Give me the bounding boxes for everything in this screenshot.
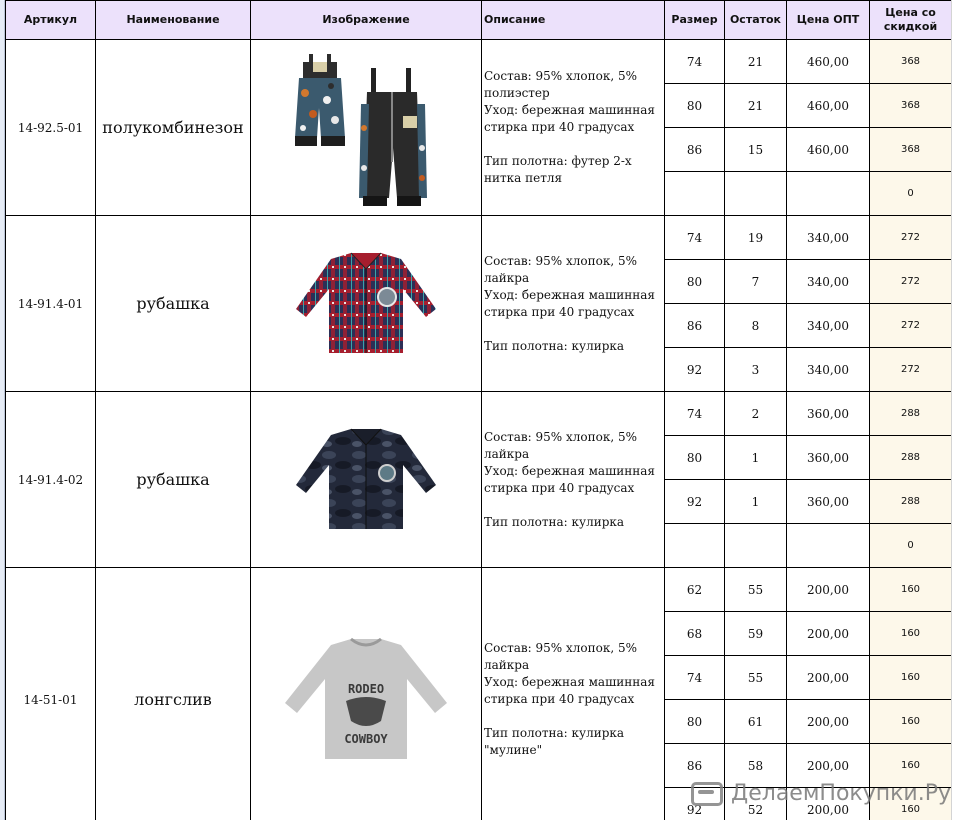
table-row: [6, 392, 952, 436]
discount-price-cell[interactable]: 160: [870, 612, 952, 656]
discount-price-cell[interactable]: 368: [870, 128, 952, 172]
size-cell[interactable]: 86: [665, 128, 725, 172]
header-image[interactable]: Изображение: [251, 1, 482, 40]
description-line: лайкра: [484, 270, 530, 285]
size-cell[interactable]: 80: [665, 260, 725, 304]
stock-cell[interactable]: 1: [725, 436, 787, 480]
size-cell[interactable]: 74: [665, 40, 725, 84]
article-cell[interactable]: 14-51-01: [6, 568, 96, 820]
stock-cell[interactable]: 1: [725, 480, 787, 524]
plaid-shirt-photo: [291, 249, 441, 359]
product-image-cell[interactable]: [251, 216, 482, 392]
stock-cell[interactable]: 2: [725, 392, 787, 436]
discount-price-cell[interactable]: 368: [870, 84, 952, 128]
discount-price-cell[interactable]: 160: [870, 656, 952, 700]
description-line: Состав: 95% хлопок, 5%: [484, 641, 638, 655]
description-line: Уход: бережная машинная: [484, 463, 655, 478]
description-cell[interactable]: [482, 216, 665, 392]
product-name-cell[interactable]: полукомбинезон: [96, 40, 251, 216]
discount-price-cell[interactable]: 160: [870, 744, 952, 788]
table-row: [6, 40, 952, 84]
table-row: [6, 216, 952, 260]
product-image-cell[interactable]: [251, 392, 482, 568]
discount-price-cell[interactable]: 288: [870, 480, 952, 524]
description-spacer: [484, 321, 662, 338]
size-cell[interactable]: 86: [665, 744, 725, 788]
size-cell[interactable]: [665, 524, 725, 568]
discount-price-cell[interactable]: 0: [870, 524, 952, 568]
table-row: [6, 568, 952, 612]
header-price-discount[interactable]: Цена со скидкой: [870, 1, 952, 40]
stock-cell[interactable]: 55: [725, 656, 787, 700]
price-cell[interactable]: [787, 172, 870, 216]
stock-cell[interactable]: 52: [725, 788, 787, 820]
discount-price-cell[interactable]: 160: [870, 700, 952, 744]
price-cell[interactable]: 340,00: [787, 348, 870, 392]
stock-cell[interactable]: [725, 172, 787, 216]
size-cell[interactable]: 92: [665, 480, 725, 524]
stock-cell[interactable]: 15: [725, 128, 787, 172]
price-cell[interactable]: 200,00: [787, 744, 870, 788]
price-cell[interactable]: 460,00: [787, 40, 870, 84]
header-article[interactable]: Артикул: [6, 1, 96, 40]
description-cell[interactable]: [482, 568, 665, 820]
stock-cell[interactable]: 19: [725, 216, 787, 260]
header-name[interactable]: Наименование: [96, 1, 251, 40]
description-line: нитка петля: [484, 171, 563, 185]
description-spacer: [484, 708, 662, 725]
discount-price-cell[interactable]: 272: [870, 304, 952, 348]
header-row: [6, 1, 952, 40]
price-cell[interactable]: 360,00: [787, 480, 870, 524]
discount-price-cell[interactable]: 0: [870, 172, 952, 216]
product-name-cell[interactable]: лонгслив: [96, 568, 251, 820]
print-rodeo: RODEO: [347, 681, 385, 696]
discount-price-cell[interactable]: 160: [870, 568, 952, 612]
description-line: лайкра: [484, 446, 530, 461]
price-cell[interactable]: 360,00: [787, 392, 870, 436]
price-cell[interactable]: 200,00: [787, 788, 870, 820]
price-cell[interactable]: 360,00: [787, 436, 870, 480]
size-cell[interactable]: 92: [665, 788, 725, 820]
description-spacer: [484, 136, 662, 153]
description-line: стирка при 40 градусах: [484, 480, 635, 495]
size-cell[interactable]: 68: [665, 612, 725, 656]
size-cell[interactable]: [665, 172, 725, 216]
description-line: "мулине": [484, 743, 543, 757]
description-line: Тип полотна: кулирка: [484, 514, 625, 529]
description-line: стирка при 40 градусах: [484, 304, 635, 319]
description-cell[interactable]: [482, 392, 665, 568]
description-line: Тип полотна: кулирка: [484, 338, 625, 353]
stock-cell[interactable]: 7: [725, 260, 787, 304]
header-stock[interactable]: Остаток: [725, 1, 787, 40]
description-cell[interactable]: [482, 40, 665, 216]
scroll-gutter: [951, 0, 961, 820]
discount-price-cell[interactable]: 160: [870, 788, 952, 820]
price-cell[interactable]: 460,00: [787, 128, 870, 172]
discount-price-cell[interactable]: 272: [870, 216, 952, 260]
overalls-photo: [291, 48, 441, 208]
article-cell[interactable]: 14-92.5-01: [6, 40, 96, 216]
discount-price-cell[interactable]: 272: [870, 348, 952, 392]
size-cell[interactable]: 80: [665, 700, 725, 744]
stock-cell[interactable]: [725, 524, 787, 568]
price-cell[interactable]: 460,00: [787, 84, 870, 128]
price-cell[interactable]: 200,00: [787, 656, 870, 700]
stock-cell[interactable]: 3: [725, 348, 787, 392]
description-line: Тип полотна: кулирка: [484, 726, 625, 740]
price-cell[interactable]: 200,00: [787, 568, 870, 612]
article-cell[interactable]: 14-91.4-02: [6, 392, 96, 568]
price-cell[interactable]: 340,00: [787, 304, 870, 348]
description-line: Состав: 95% хлопок, 5%: [484, 69, 638, 83]
description-line: Уход: бережная машинная: [484, 103, 655, 117]
price-cell[interactable]: 200,00: [787, 612, 870, 656]
stock-cell[interactable]: 59: [725, 612, 787, 656]
stock-cell[interactable]: 21: [725, 84, 787, 128]
product-image-cell[interactable]: [251, 568, 482, 820]
stock-cell[interactable]: 55: [725, 568, 787, 612]
description-line: Тип полотна: футер 2-х: [484, 154, 632, 168]
description-line: полиэстер: [484, 86, 550, 100]
discount-price-cell[interactable]: 288: [870, 392, 952, 436]
size-cell[interactable]: 74: [665, 656, 725, 700]
stock-cell[interactable]: 58: [725, 744, 787, 788]
size-cell[interactable]: 74: [665, 392, 725, 436]
product-name-cell[interactable]: рубашка: [96, 216, 251, 392]
size-cell[interactable]: 80: [665, 84, 725, 128]
description-line: лайкра: [484, 658, 530, 672]
article-cell[interactable]: 14-91.4-01: [6, 216, 96, 392]
price-table: [5, 0, 952, 820]
discount-price-cell[interactable]: 272: [870, 260, 952, 304]
description-line: Уход: бережная машинная: [484, 675, 655, 689]
description-line: стирка при 40 градусах: [484, 692, 635, 706]
discount-price-cell[interactable]: 288: [870, 436, 952, 480]
header-size[interactable]: Размер: [665, 1, 725, 40]
header-description[interactable]: Описание: [482, 1, 665, 40]
size-cell[interactable]: 92: [665, 348, 725, 392]
price-cell[interactable]: 340,00: [787, 216, 870, 260]
stock-cell[interactable]: 61: [725, 700, 787, 744]
header-price-wholesale[interactable]: Цена ОПТ: [787, 1, 870, 40]
cart-logo-icon: [691, 782, 723, 806]
discount-price-cell[interactable]: 368: [870, 40, 952, 84]
watermark-text: ДелаемПокупки.Ру: [731, 781, 951, 806]
price-cell[interactable]: 340,00: [787, 260, 870, 304]
camo-shirt-photo: [291, 425, 441, 535]
stock-cell[interactable]: 21: [725, 40, 787, 84]
price-cell[interactable]: [787, 524, 870, 568]
product-image-cell[interactable]: [251, 40, 482, 216]
longsleeve-photo: [281, 635, 451, 765]
stock-cell[interactable]: 8: [725, 304, 787, 348]
print-cowboy: COWBOY: [344, 731, 388, 746]
description-line: Состав: 95% хлопок, 5%: [484, 253, 638, 268]
size-cell[interactable]: 74: [665, 216, 725, 260]
description-line: Уход: бережная машинная: [484, 287, 655, 302]
description-line: Состав: 95% хлопок, 5%: [484, 429, 638, 444]
price-cell[interactable]: 200,00: [787, 700, 870, 744]
size-cell[interactable]: 80: [665, 436, 725, 480]
watermark: [691, 781, 951, 806]
size-cell[interactable]: 86: [665, 304, 725, 348]
product-name-cell[interactable]: рубашка: [96, 392, 251, 568]
size-cell[interactable]: 62: [665, 568, 725, 612]
description-spacer: [484, 497, 662, 514]
description-line: стирка при 40 градусах: [484, 120, 635, 134]
